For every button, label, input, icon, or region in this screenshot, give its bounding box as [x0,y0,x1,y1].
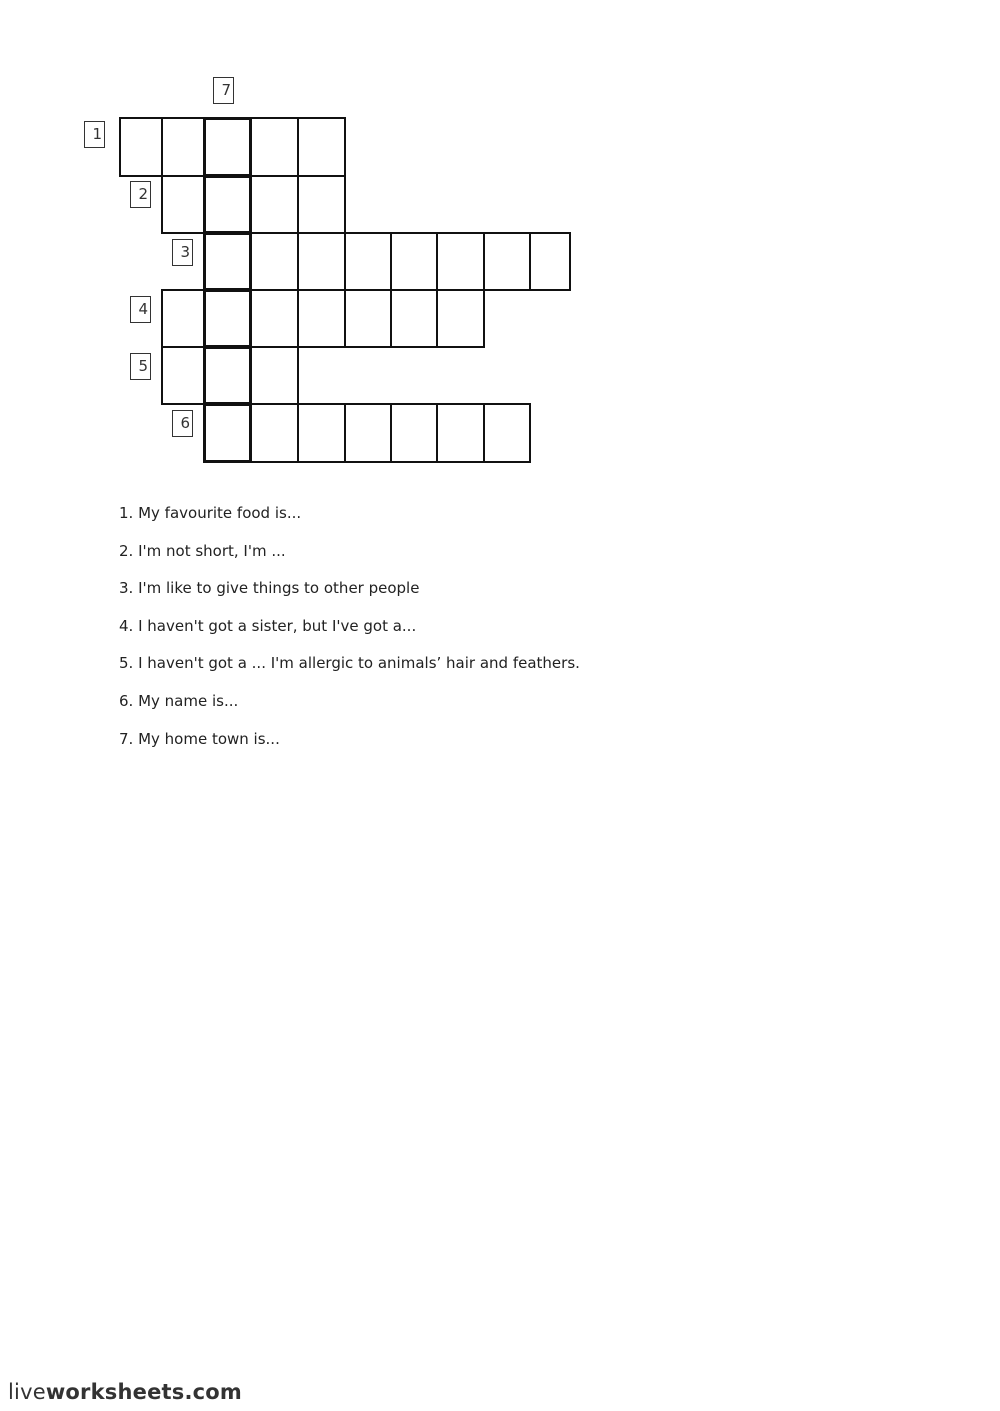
crossword-cell-1-5[interactable] [297,117,346,177]
clue-item: 5. I haven't got a ... I'm allergic to animals’ hair and feathers. [119,654,580,673]
crossword-cell-2-2[interactable] [203,175,252,234]
clue-number-2: 2 [130,181,151,208]
clue-item: 1. My favourite food is... [119,504,302,522]
clue-number-3: 3 [172,239,193,266]
crossword-cell-3-1[interactable] [203,232,252,291]
clue-item: 6. My name is... [119,691,239,710]
crossword-cell-1-1[interactable] [119,117,163,177]
crossword-cell-3-2[interactable] [250,232,299,291]
crossword-cell-1-3[interactable] [203,117,252,177]
crossword-cell-6-3[interactable] [297,403,346,463]
crossword-cell-4-4[interactable] [297,289,346,348]
logo-text-domain: .com [184,1380,242,1404]
crossword-cell-3-6[interactable] [436,232,485,291]
crossword-cell-6-7[interactable] [483,403,531,463]
crossword-cell-1-2[interactable] [161,117,205,177]
clue-item: 3. I'm like to give things to other people [119,579,420,598]
crossword-cell-4-3[interactable] [250,289,299,348]
crossword-cell-3-5[interactable] [390,232,438,291]
crossword-cell-5-1[interactable] [161,346,205,405]
crossword-cell-4-2[interactable] [203,289,252,348]
clue-item: 7. My home town is... [119,729,280,748]
crossword-cell-6-1[interactable] [203,403,252,463]
clue-item: 2. I'm not short, I'm ... [119,541,286,560]
clue-item: 4. I haven't got a sister, but I've got a... [119,616,417,635]
crossword-cell-2-3[interactable] [250,175,299,234]
crossword-cell-3-8[interactable] [529,232,571,291]
liveworksheets-logo [8,1380,242,1404]
clue-number-1: 1 [84,121,105,148]
crossword-cell-4-5[interactable] [344,289,392,348]
logo-text-worksheets: worksheets [45,1380,185,1404]
clue-number-5: 5 [130,353,151,380]
crossword-cell-5-3[interactable] [250,346,299,405]
clue-list [119,502,580,765]
crossword-cell-2-1[interactable] [161,175,205,234]
crossword-cell-1-4[interactable] [250,117,299,177]
crossword-cell-5-2[interactable] [203,346,252,405]
crossword-cell-6-6[interactable] [436,403,485,463]
crossword-cell-3-4[interactable] [344,232,392,291]
crossword-cell-4-6[interactable] [390,289,438,348]
clue-number-6: 6 [172,410,193,437]
crossword-cell-6-4[interactable] [344,403,392,463]
crossword-cell-4-7[interactable] [436,289,485,348]
crossword-cell-6-5[interactable] [390,403,438,463]
logo-text-live: live [8,1380,46,1404]
crossword-cell-3-7[interactable] [483,232,531,291]
clue-number-4: 4 [130,296,151,323]
crossword-cell-3-3[interactable] [297,232,346,291]
crossword-cell-2-4[interactable] [297,175,346,234]
crossword-cell-4-1[interactable] [161,289,205,348]
crossword-cell-6-2[interactable] [250,403,299,463]
clue-number-7: 7 [213,77,234,104]
